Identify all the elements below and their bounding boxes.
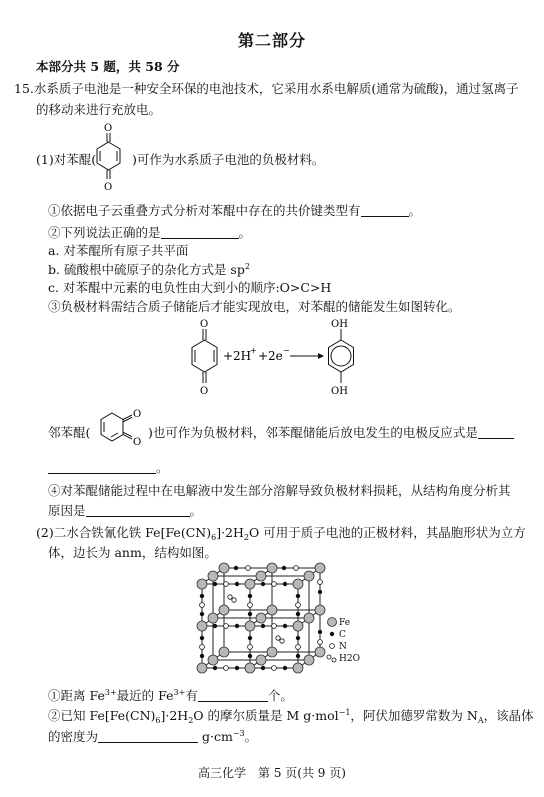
answer-blank-3a[interactable] <box>478 425 514 439</box>
sub-question-2: ②下列说法正确的是 。 <box>48 225 252 240</box>
part2-line2: 体，边长为 anm，结构如图。 <box>48 545 217 560</box>
svg-text:OH: OH <box>331 319 348 330</box>
section-title: 第二部分 <box>237 31 306 50</box>
answer-blank-6[interactable] <box>98 729 198 743</box>
svg-text:O: O <box>133 409 142 420</box>
section-info: 本部分共 5 题，共 58 分 <box>36 59 180 74</box>
crystal-unit-cell-figure <box>192 562 368 674</box>
option-c: c. 对苯醌中元素的电负性由大到小的顺序:O>C>H <box>48 280 332 295</box>
sub-question-1: ①依据电子云重叠方式分析对苯醌中存在的共价键类型有 。 <box>48 203 422 218</box>
reaction-scheme <box>190 316 370 396</box>
sub-question-3: ③负极材料需结合质子储能后才能实现放电，对苯醌的储能发生如图转化。 <box>48 299 461 314</box>
question-number: 15. <box>14 81 34 96</box>
answer-blank-5[interactable] <box>198 688 268 702</box>
part2-question-2-line2: 的密度为 $g\cdot cm^{-3}$。 <box>48 729 258 744</box>
question-15-intro-line1: 15.水系质子电池是一种安全环保的电池技术，它采用水系电解质(通常为硫酸)，通过氢离子 <box>14 81 519 96</box>
svg-text:O: O <box>104 123 113 134</box>
part2-question-2-line1: ②已知 $Fe[Fe(CN)_6]\cdot 2H_2O$ 的摩尔质量是 M g·mol$^{-1}$，阿伏加德罗常数为 $N_A$，该晶体 <box>48 708 534 725</box>
option-b: b. 硫酸根中硫原子的杂化方式是 $sp^2$ <box>48 262 250 277</box>
part1-suffix: )可作为水系质子电池的负极材料。 <box>132 152 325 167</box>
option-a: a. 对苯醌所有原子共平面 <box>48 243 189 258</box>
ortho-prefix: 邻苯醌( <box>48 425 91 440</box>
svg-text:C: C <box>339 630 346 640</box>
svg-text:O: O <box>200 386 209 396</box>
svg-text:N: N <box>339 642 347 652</box>
svg-text:O: O <box>104 182 113 192</box>
sub-question-4-line2: 原因是 。 <box>48 503 203 518</box>
answer-blank-1[interactable] <box>361 203 409 217</box>
svg-text:+: + <box>223 349 234 363</box>
part2-question-1: ①距离 $Fe^{3+}$最近的 $Fe^{3+}$有 个。 <box>48 688 293 703</box>
answer-line-3: 。 <box>48 458 169 476</box>
answer-blank-4[interactable] <box>86 503 190 517</box>
svg-text:2e: 2e <box>268 349 283 363</box>
o-benzoquinone-structure <box>96 407 148 447</box>
svg-text:2H: 2H <box>233 349 252 363</box>
question-15-intro-line2: 的移动来进行充放电。 <box>36 102 162 117</box>
svg-text:−: − <box>283 346 290 355</box>
part2-line1: (2)二水合铁氰化铁 $Fe[Fe(CN)_6]\cdot 2H_2O$ 可用于质子电池的正极材料，其晶胞形状为立方 <box>36 525 526 542</box>
svg-text:O: O <box>200 319 209 330</box>
svg-text:+: + <box>258 349 269 363</box>
page-footer: 高三化学 第 5 页(共 9 页) <box>198 766 346 780</box>
sub-question-4-line1: ④对苯醌储能过程中在电解液中发生部分溶解导致负极材料损耗，从结构角度分析其 <box>48 483 511 498</box>
svg-text:+: + <box>250 346 257 355</box>
svg-text:Fe: Fe <box>339 618 351 628</box>
answer-blank-2[interactable] <box>161 225 239 239</box>
ortho-suffix: )也可作为负极材料，邻苯醌储能后放电发生的电极反应式是 <box>148 423 514 441</box>
svg-text:H2O: H2O <box>339 654 360 664</box>
svg-text:O: O <box>133 437 142 447</box>
answer-blank-3b[interactable] <box>48 460 156 474</box>
p-benzoquinone-structure <box>90 120 132 192</box>
part1-prefix: (1)对苯醌( <box>36 152 97 167</box>
svg-text:OH: OH <box>331 386 348 396</box>
